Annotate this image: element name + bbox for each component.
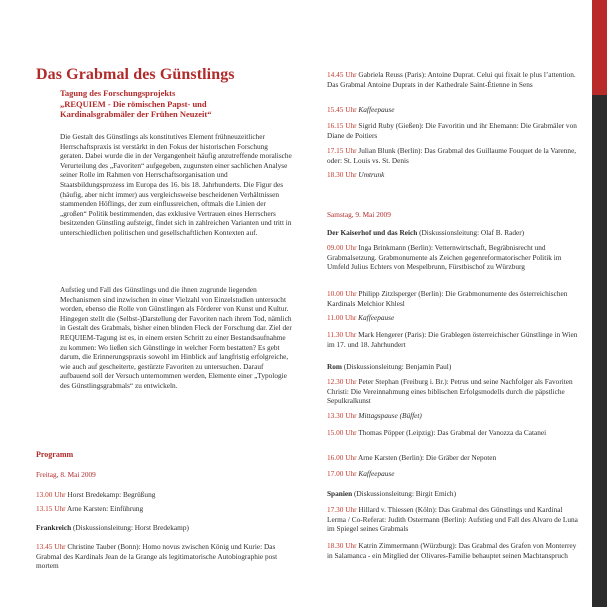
program-entry: [327, 105, 582, 115]
entry-text: Umtrunk: [358, 170, 385, 179]
entry-time: 17.15 Uhr: [327, 146, 357, 155]
program-entry: [327, 377, 582, 406]
programm-heading: Programm: [36, 450, 74, 459]
program-entry: [36, 542, 292, 571]
entry-text: Mittagspause (Büffet): [358, 411, 422, 420]
entry-time: 09.00 Uhr: [327, 243, 357, 252]
section-frankreich: [36, 523, 292, 533]
section-lead: (Diskussionsleitung: Birgit Emich): [353, 489, 457, 498]
subtitle: [60, 88, 292, 120]
section-kaiserhof: [327, 228, 582, 238]
entry-time: 10.00 Uhr: [327, 289, 357, 298]
program-entry: [327, 411, 582, 421]
entry-text: Horst Bredekamp: Begrüßung: [67, 490, 156, 499]
entry-text: Gabriela Reuss (Paris): Antoine Duprat. Celui qui fixait le plus l’attention. Das Grabmal Antoine Duprats in der Kathedrale Saint-Étienne in Sens: [327, 70, 576, 89]
section-title: Der Kaiserhof und das Reich: [327, 228, 418, 237]
entry-time: 13.15 Uhr: [36, 504, 66, 513]
entry-time: 17.30 Uhr: [327, 505, 357, 514]
program-entry: [327, 469, 582, 479]
entry-text: Julian Blunk (Berlin): Das Grabmal des Guillaume Fouquet de la Varenne, oder: St. Louis vs. St. Denis: [327, 146, 577, 165]
subtitle-line: Kardinalsgrabmäler der Frühen Neuzeit“: [60, 109, 212, 119]
entry-time: 18.30 Uhr: [327, 541, 357, 550]
section-title: Rom: [327, 362, 342, 371]
program-entry: [36, 490, 292, 500]
program-entry: [327, 330, 582, 349]
entry-time: 16.15 Uhr: [327, 121, 357, 130]
entry-text: Philipp Zitzlsperger (Berlin): Die Grabmonumente des österreichischen Kardinals Melchior Khlesl: [327, 289, 568, 308]
friday-heading: Freitag, 8. Mai 2009: [36, 470, 96, 479]
saturday-heading: Samstag, 9. Mai 2009: [327, 210, 391, 219]
entry-text: Kaffeepause: [358, 469, 395, 478]
subtitle-line: „REQUIEM - Die römischen Papst- und: [60, 98, 207, 109]
entry-time: 13.30 Uhr: [327, 411, 357, 420]
section-rom: [327, 362, 582, 372]
program-entry: [327, 541, 582, 560]
entry-time: 18.30 Uhr: [327, 170, 357, 179]
intro-paragraph-1: Die Gestalt des Günstlings als konstitutives Element frühneuzeitlicher Herrschaftspraxis ist verstärkt in den Fokus der historischen Forschung geraten. Dabei wurde die in der Vergangenheit häufig anzutreffende moralische Verurteilung des „Favoriten“ aufgegeben, zugunsten einer sachlichen Analyse seiner Rolle im Rahmen von Herrschaftsorganisation und Staatsbildungsprozess im Europa des 16. bis 18. Jahrhunderts. Die Figur des (häufig, aber nicht immer) aus vergleichsweise bescheidenen Verhältnissen stammenden Höflings, der zum einflussreichen, oftmals die Linien der „großen“ Politik bestimmenden, das exklusive Vertrauen eines Herrschers besitzenden Günstling aufsteigt, findet sich in zahlreichen Varianten und tritt in unterschiedlichen politischen und gesellschaftlichen Kontexten auf.: [60, 132, 292, 237]
entry-text: Katrin Zimmermann (Würzburg): Das Grabmal des Grafen von Monterrey in Salamanca - ein Mitglied der Olivares-Familie behauptet seinen Machtanspruch: [327, 541, 577, 560]
entry-time: 11.00 Uhr: [327, 313, 357, 322]
program-entry: [327, 146, 582, 165]
program-entry: [327, 313, 582, 323]
entry-text: Inga Brinkmann (Berlin): Vetternwirtschaft, Begräbnisrecht und Grabmalsetzung. Grabmonumente als Zeichen gegenreformatorischer Politik im Umfeld Julius Echters von Mespelbrunn, Fürstbischof zu Würzburg: [327, 243, 562, 272]
entry-time: 13.45 Uhr: [36, 542, 66, 551]
program-entry: [327, 289, 582, 308]
section-lead: (Diskussionsleitung: Benjamin Paul): [343, 362, 452, 371]
section-spanien: [327, 489, 582, 499]
entry-text: Kaffeepause: [358, 313, 395, 322]
entry-text: Arne Karsten: Einführung: [67, 504, 144, 513]
entry-time: 16.00 Uhr: [327, 453, 357, 462]
entry-time: 15.45 Uhr: [327, 105, 357, 114]
program-entry: [327, 453, 582, 463]
entry-text: Christine Tauber (Bonn): Homo novus zwischen König und Kurie: Das Grabmal des Kardinals Jean de la Grange als legitimatorische Autobiographie post mortem: [36, 542, 278, 571]
section-lead: (Diskussionsleitung: Horst Bredekamp): [72, 523, 189, 532]
subtitle-line: Tagung des Forschungsprojekts: [60, 88, 176, 98]
program-entry: [327, 505, 582, 534]
entry-time: 12.30 Uhr: [327, 377, 357, 386]
intro-paragraph-2: Aufstieg und Fall des Günstlings und die ihnen zugrunde liegenden Mechanismen sind inzwischen in einer Vielzahl von Einzelstudien untersucht worden, ebenso die Rolle von Günstlingen als Förderer von Kunst und Kultur. Hingegen stellt die (Selbst-)Darstellung der Favoriten nach ihrem Tod, nämlich in Gestalt des Grabmals, bisher einen blinden Fleck der Forschung dar. Ziel der REQUIEM-Tagung ist es, in einem ersten Schritt zu einer Bestandsaufnahme zu kommen: Wo ließen sich Günstlinge in welcher Form bestatten? Es gebt darum, die Erinnerungspraxis sowohl im Hinblick auf langfristig erfolgreiche, wie auch auf gescheiterte, gestürzte Favoriten zu untersuchen. Darauf aufbauend soll der Versuch unternommen werden, Elemente einer „Typologie des Günstlingsgrabmals“ zu entwickeln.: [60, 285, 292, 390]
right-edge-red-segment: [592, 0, 607, 95]
entry-text: Peter Stephan (Freiburg i. Br.): Petrus und seine Nachfolger als Favoriten Christi: Die Vereinnahmung eines biblischen Erfolgsmodells durch die päpstliche Sepulkralkunst: [327, 377, 573, 406]
entry-text: Mark Hengerer (Paris): Die Grablegen österreichischer Günstlinge in Wien im 17. und 18. Jahrhundert: [327, 330, 578, 349]
right-edge-bar: [592, 0, 607, 607]
entry-text: Kaffeepause: [358, 105, 395, 114]
entry-time: 11.30 Uhr: [327, 330, 357, 339]
program-entry: [327, 170, 582, 180]
entry-text: Thomas Pöpper (Leipzig): Das Grabmal der Vanozza da Catanei: [358, 428, 547, 437]
section-title: Spanien: [327, 489, 353, 498]
program-entry: [327, 121, 582, 140]
entry-time: 17.00 Uhr: [327, 469, 357, 478]
program-entry: [327, 428, 582, 438]
section-title: Frankreich: [36, 523, 72, 532]
program-entry: [327, 243, 582, 272]
entry-text: Sigrid Ruby (Gießen): Die Favoritin und ihr Ehemann: Die Grabmäler von Diane de Poitiers: [327, 121, 577, 140]
section-lead: (Diskussionsleitung: Olaf B. Rader): [419, 228, 525, 237]
entry-time: 14.45 Uhr: [327, 70, 357, 79]
entry-text: Arne Karsten (Berlin): Die Gräber der Nepoten: [358, 453, 497, 462]
entry-time: 15.00 Uhr: [327, 428, 357, 437]
page-title: Das Grabmal des Günstlings: [36, 66, 235, 83]
entry-time: 13.00 Uhr: [36, 490, 66, 499]
program-entry: [327, 70, 582, 89]
program-entry: [36, 504, 292, 514]
entry-text: Hillard v. Thiessen (Köln): Das Grabmal des Günstlings und Kardinal Lerma / Co-Referat: Judith Ostermann (Berlin): Aufstieg und Fall des Alvaro de Luna im Spiegel seines Grabmals: [327, 505, 578, 534]
